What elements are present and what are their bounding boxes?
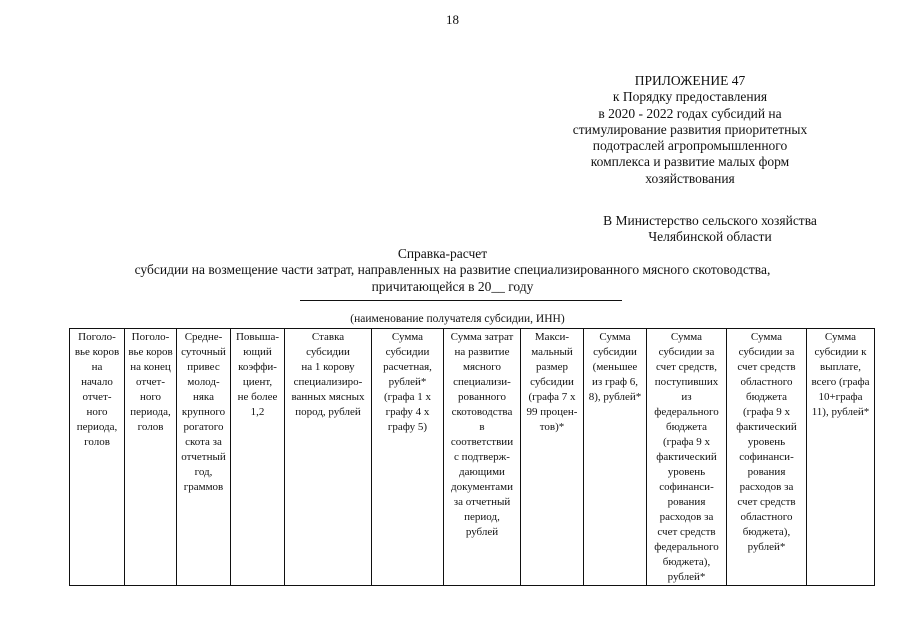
header-text-line: софинанси- (739, 451, 794, 463)
header-text-line: начало (81, 376, 113, 388)
calculation-table (69, 328, 875, 586)
addressee-block (560, 213, 860, 246)
header-text-line: мясного (462, 361, 502, 373)
header-text-line: Сумма затрат (450, 331, 514, 343)
header-text-line: ванных мясных (291, 391, 365, 403)
header-text-line: Повыша- (235, 331, 280, 343)
header-text-line: субсидии (593, 346, 637, 358)
appendix-line: стимулирование развития приоритетных (572, 121, 808, 137)
header-text-line: скотоводства (451, 406, 513, 418)
header-text-line: привес (187, 361, 220, 373)
header-text-line: 99 процен- (526, 406, 578, 418)
header-text-line: вье коров (128, 346, 173, 358)
header-text-line: графу 4 х (385, 406, 430, 418)
recipient-fill-line (300, 300, 622, 301)
header-text-line: фактический (736, 421, 797, 433)
header-text-line: молод- (187, 376, 220, 388)
header-text-line: софинанси- (659, 481, 714, 493)
header-text-line: Сумма (391, 331, 424, 343)
header-text-line: из (681, 391, 692, 403)
table-header-cell (372, 329, 444, 586)
header-text-line: периода, (76, 421, 118, 433)
header-text-line: Средне- (184, 331, 223, 343)
header-text-line: бюджета (745, 391, 787, 403)
header-text-line: крупного (181, 406, 226, 418)
header-text-line: расходов за (659, 511, 714, 523)
header-text-line: уровень (667, 466, 706, 478)
header-text-line: субсидии за (658, 346, 715, 358)
header-text-line: счет средств (737, 361, 796, 373)
header-text-line: выплате, (820, 361, 861, 373)
header-text-line: коэффи- (238, 361, 277, 373)
table-header-cell (70, 329, 125, 586)
header-text-line: периода, (130, 406, 171, 418)
header-text-line: рублей* (667, 571, 706, 583)
table-header-cell (285, 329, 372, 586)
header-text-line: уровень (747, 436, 786, 448)
header-text-line: соответствии (450, 436, 514, 448)
header-text-line: скота за (185, 436, 222, 448)
header-text-line: субсидии (530, 376, 574, 388)
header-text-line: 8), рублей* (588, 391, 642, 403)
header-text-line: циент, (242, 376, 273, 388)
appendix-line: подотраслей агропромышленного (592, 138, 788, 154)
header-text-line: няка (192, 391, 214, 403)
header-text-line: расходов за (739, 481, 794, 493)
header-text-line: рублей (465, 526, 499, 538)
header-text-line: отчетный (181, 451, 226, 463)
table-header-cell (647, 329, 727, 586)
table-header-cell (177, 329, 231, 586)
header-text-line: бюджета), (742, 526, 791, 538)
header-text-line: Поголо- (78, 331, 116, 343)
table-header-cell (231, 329, 285, 586)
title-line: субсидии на возмещение части затрат, направленных на развитие специализированного мясного скотоводства, (134, 262, 771, 278)
header-text-line: Поголо- (131, 331, 170, 343)
header-text-line: Сумма (670, 331, 703, 343)
page-number: 18 (446, 12, 459, 27)
header-text-line: на 1 корову (301, 361, 355, 373)
header-text-line: субсидии за (738, 346, 795, 358)
header-text-line: Макси- (534, 331, 570, 343)
header-text-line: графу 5) (387, 421, 428, 433)
header-text-line: 11), рублей* (811, 406, 870, 418)
header-text-line: с подтверж- (454, 451, 510, 463)
header-text-line: ющий (243, 346, 272, 358)
appendix-line: к Порядку предоставления (612, 89, 768, 105)
header-text-line: областного (740, 376, 793, 388)
header-text-line: ного (139, 391, 162, 403)
header-text-line: федерального (654, 406, 719, 418)
header-text-line: пород, рублей (295, 406, 361, 418)
header-text-line: специализиро- (293, 376, 363, 388)
header-text-line: в (479, 421, 485, 433)
header-text-line: граммов (183, 481, 224, 493)
header-text-line: документами (450, 481, 514, 493)
header-text-line: расчетная, (383, 361, 432, 373)
header-text-line: из граф 6, (591, 376, 638, 388)
header-text-line: год, (194, 466, 213, 478)
header-text-line: (графа 9 х (742, 406, 791, 418)
header-text-line: (графа 9 х (662, 436, 711, 448)
header-text-line: тов)* (539, 421, 565, 433)
header-text-line: 1,2 (250, 406, 265, 418)
header-text-line: субсидии (385, 346, 430, 358)
header-text-line: на конец (130, 361, 171, 373)
header-text-line: рогатого (183, 421, 224, 433)
header-text-line: мальный (531, 346, 573, 358)
header-text-line: отчет- (135, 376, 166, 388)
header-text-line: рублей* (388, 376, 427, 388)
header-text-line: отчет- (82, 391, 112, 403)
header-text-line: рования (747, 466, 786, 478)
header-text-line: на развитие (454, 346, 510, 358)
appendix-line: в 2020 - 2022 годах субсидий на (598, 105, 782, 121)
table-header-cell (584, 329, 647, 586)
header-text-line: (меньшее (592, 361, 638, 373)
table-header-cell (444, 329, 521, 586)
header-text-line: Сумма (824, 331, 857, 343)
table-header-cell (125, 329, 177, 586)
title-line: Справка-расчет (397, 246, 488, 261)
appendix-line: комплекса и развитие малых форм (590, 154, 790, 170)
header-text-line: (графа 7 х (528, 391, 576, 403)
header-text-line: на (91, 361, 103, 373)
header-text-line: счет средств (657, 526, 716, 538)
header-text-line: рования (667, 496, 706, 508)
document-title (0, 246, 905, 295)
header-text-line: Сумма (599, 331, 631, 343)
header-text-line: фактический (656, 451, 717, 463)
appendix-line: ПРИЛОЖЕНИЕ 47 (634, 73, 746, 88)
table-header-cell (807, 329, 875, 586)
header-text-line: не более (237, 391, 278, 403)
header-text-line: поступивших (654, 376, 719, 388)
table-header-row (70, 329, 875, 586)
header-text-line: (графа 1 х (383, 391, 432, 403)
header-text-line: размер (536, 361, 568, 373)
header-text-line: рублей* (747, 541, 786, 553)
header-text-line: Сумма (750, 331, 783, 343)
header-text-line: федерального (654, 541, 719, 553)
addressee-line: Челябинской области (648, 229, 772, 245)
header-text-line: вье коров (74, 346, 120, 358)
header-text-line: суточный (181, 346, 226, 358)
header-text-line: счет средств, (656, 361, 717, 373)
addressee-line: В Министерство сельского хозяйства (603, 213, 817, 228)
header-text-line: субсидии (306, 346, 350, 358)
header-text-line: период, (464, 511, 500, 523)
appendix-line: хозяйствования (645, 170, 735, 186)
header-text-line: 10+графа (818, 391, 863, 403)
header-text-line: всего (графа (811, 376, 870, 388)
title-line: причитающейся в 20__ году (371, 278, 534, 294)
table-header-cell (521, 329, 584, 586)
header-text-line: дающими (459, 466, 505, 478)
header-text-line: за отчетный (453, 496, 511, 508)
table-header-cell (727, 329, 807, 586)
header-text-line: голов (137, 421, 164, 433)
header-text-line: субсидии к (814, 346, 867, 358)
header-text-line: голов (84, 436, 110, 448)
header-text-line: бюджета (665, 421, 707, 433)
recipient-caption: (наименование получателя субсидии, ИНН) (350, 313, 565, 325)
header-text-line: ного (86, 406, 108, 418)
header-text-line: Ставка (311, 331, 345, 343)
header-text-line: бюджета), (662, 556, 711, 568)
header-text-line: счет средств (737, 496, 796, 508)
header-text-line: специализи- (453, 376, 511, 388)
header-text-line: рованного (458, 391, 506, 403)
header-text-line: областного (740, 511, 793, 523)
appendix-block (540, 73, 840, 187)
